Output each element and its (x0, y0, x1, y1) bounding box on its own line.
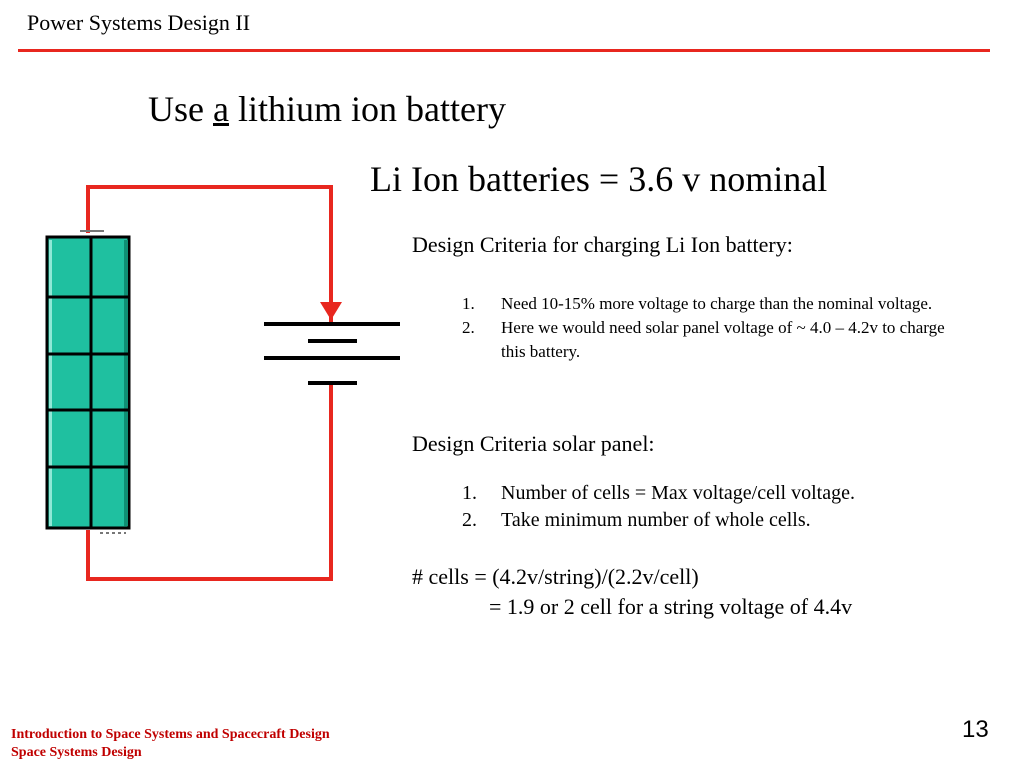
list-item-number: 1. (462, 294, 475, 313)
charging-criteria-heading: Design Criteria for charging Li Ion battery: (412, 232, 793, 257)
list-item (462, 507, 982, 534)
solar-criteria-heading: Design Criteria solar panel: (412, 431, 655, 456)
formula-line-2: = 1.9 or 2 cell for a string voltage of 4.4v (489, 594, 853, 619)
list-item (462, 480, 982, 507)
formula-line-1: # cells = (4.2v/string)/(2.2v/cell) (412, 564, 699, 589)
circuit-diagram (0, 0, 420, 600)
solar-panel (47, 231, 129, 533)
list-item-text: Here we would need solar panel voltage of ~ 4.0 – 4.2v to charge this battery. (501, 318, 945, 361)
slide-subtitle: Li Ion batteries = 3.6 v nominal (370, 159, 828, 199)
solar-panel-shading (124, 240, 128, 526)
footer-course-subtitle: Space Systems Design (11, 745, 142, 760)
list-item-number: 1. (462, 482, 477, 504)
list-item-number: 2. (462, 509, 477, 531)
footer (11, 726, 330, 762)
list-item-number: 2. (462, 318, 475, 337)
solar-panel-frame (47, 237, 129, 528)
list-item-text: Number of cells = Max voltage/cell voltage. (501, 482, 855, 504)
battery-symbol (264, 324, 400, 383)
title-part-2: lithium ion battery (237, 89, 506, 129)
list-item (462, 316, 952, 364)
title-part-1: Use (148, 89, 204, 129)
solar-panel-highlight (49, 240, 52, 526)
list-item-text: Take minimum number of whole cells. (501, 509, 811, 531)
list-item (462, 292, 952, 316)
solar-criteria-list (462, 480, 982, 534)
footer-course-title: Introduction to Space Systems and Spacecraft Design (11, 727, 330, 742)
list-item-text: Need 10-15% more voltage to charge than the nominal voltage. (501, 294, 933, 313)
title-underlined-word: a (213, 89, 229, 129)
cell-count-formula (412, 562, 852, 622)
header-title: Power Systems Design II (27, 10, 251, 35)
page-number: 13 (962, 716, 989, 743)
charging-criteria-list (462, 292, 952, 364)
